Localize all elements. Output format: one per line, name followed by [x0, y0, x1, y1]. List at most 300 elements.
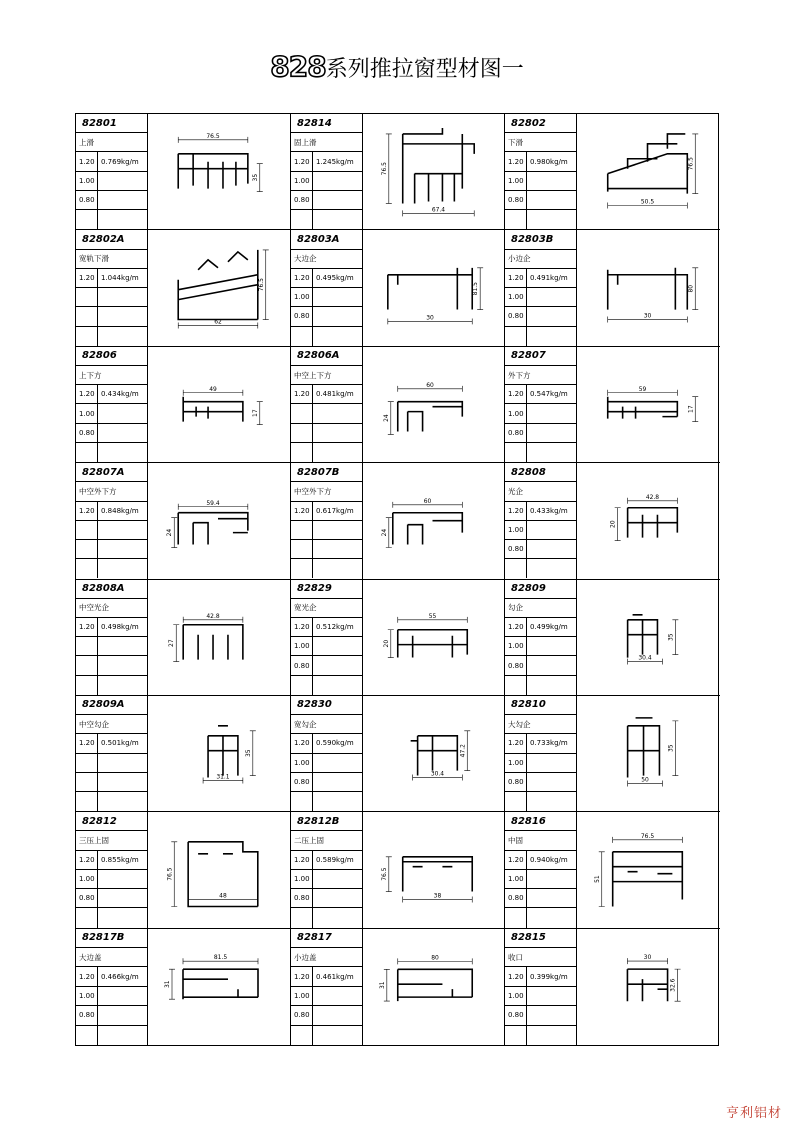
profile-outline — [608, 134, 688, 194]
weight: 0.399kg/m — [530, 972, 568, 981]
thickness: 0.80 — [76, 1006, 98, 1024]
spec-row — [76, 443, 147, 462]
profile-code: 82806A — [291, 347, 362, 366]
dimension-label-h: 50 — [641, 776, 649, 784]
profile-name: 中空勾企 — [76, 715, 147, 734]
dimension-label-v: 76.5 — [380, 867, 388, 882]
thickness: 1.00 — [291, 754, 313, 772]
spec-row — [76, 521, 147, 540]
spec-row — [76, 172, 147, 191]
thickness: 1.00 — [291, 987, 313, 1005]
profile-info — [76, 812, 148, 927]
dimension-label-v: 81.5 — [472, 282, 480, 296]
profile-cell — [291, 463, 505, 579]
thickness: 1.20 — [76, 967, 98, 985]
profile-code: 82803A — [291, 230, 362, 249]
spec-row — [505, 734, 576, 753]
thickness — [76, 559, 98, 578]
thickness — [291, 908, 313, 927]
thickness: 0.80 — [505, 540, 527, 558]
thickness: 1.20 — [76, 734, 98, 752]
profile-outline — [627, 969, 667, 1001]
dimension-label-h: 60 — [426, 381, 434, 389]
profile-code: 82810 — [505, 696, 576, 715]
dimension-label-v: 32.6 — [669, 978, 677, 992]
thickness: 0.80 — [291, 1006, 313, 1024]
thickness: 0.80 — [291, 889, 313, 907]
spec-row — [291, 327, 362, 346]
profile-cell — [76, 580, 291, 696]
weight: 0.512kg/m — [316, 623, 354, 632]
weight: 0.769kg/m — [101, 157, 139, 166]
thickness: 1.20 — [505, 851, 527, 869]
dimension-label-h: 49 — [209, 385, 217, 393]
thickness: 1.20 — [291, 152, 313, 170]
profile-cell — [76, 696, 291, 812]
spec-row — [291, 967, 362, 986]
profile-info — [505, 929, 577, 1045]
profile-drawing — [148, 812, 290, 927]
profile-outline — [398, 629, 468, 657]
spec-row — [76, 773, 147, 792]
profile-drawing — [577, 696, 720, 811]
spec-row — [291, 210, 362, 229]
profile-drawing — [577, 114, 720, 229]
thickness: 1.20 — [505, 734, 527, 752]
profile-drawing — [577, 230, 720, 345]
spec-row — [505, 424, 576, 443]
weight: 0.855kg/m — [101, 855, 139, 864]
spec-row — [505, 792, 576, 811]
profile-cell — [505, 812, 720, 928]
dimension-label-v: 20 — [382, 639, 390, 647]
dimension-label-v: 24 — [166, 528, 174, 537]
dimension-label-v: 47.2 — [459, 743, 467, 758]
spec-row — [505, 404, 576, 423]
profile-drawing — [148, 114, 290, 229]
dimension-label-v: 24 — [380, 528, 388, 537]
profile-name: 光企 — [505, 482, 576, 501]
spec-row — [505, 637, 576, 656]
spec-row — [291, 288, 362, 307]
profile-info — [505, 230, 577, 345]
spec-row — [291, 307, 362, 326]
profile-info — [291, 230, 363, 345]
dimension-label-h: 59.4 — [206, 499, 220, 507]
spec-row — [505, 191, 576, 210]
profile-code: 82802 — [505, 114, 576, 133]
profile-name: 二压上固 — [291, 831, 362, 850]
spec-row — [505, 676, 576, 695]
thickness: 0.80 — [76, 424, 98, 442]
spec-row — [76, 327, 147, 346]
profile-code: 82812B — [291, 812, 362, 831]
thickness — [505, 1026, 527, 1045]
profile-drawing — [148, 580, 290, 695]
thickness: 1.00 — [505, 404, 527, 422]
weight: 1.044kg/m — [101, 273, 139, 282]
thickness: 1.20 — [76, 152, 98, 170]
spec-row — [505, 540, 576, 559]
profile-drawing — [148, 929, 290, 1045]
thickness — [76, 521, 98, 539]
dimension-label-v: 27 — [168, 638, 176, 647]
profile-name: 中空光企 — [76, 599, 147, 618]
spec-row — [291, 404, 362, 423]
profile-outline — [628, 508, 678, 538]
dimension-label-v: 76.5 — [257, 278, 265, 292]
dimension-label-h: 60 — [423, 497, 432, 505]
thickness — [76, 908, 98, 927]
profile-outline — [628, 614, 658, 657]
profile-outline — [178, 154, 248, 189]
spec-row — [76, 191, 147, 210]
profile-code: 82803B — [505, 230, 576, 249]
profile-cell — [505, 347, 720, 463]
dimension-label-v: 17 — [251, 409, 259, 417]
spec-row — [505, 172, 576, 191]
profile-drawing — [363, 230, 504, 345]
thickness: 1.00 — [505, 637, 527, 655]
profile-code: 82809 — [505, 580, 576, 599]
profile-code: 82806 — [76, 347, 147, 366]
weight: 0.434kg/m — [101, 390, 139, 399]
dimension-label-h: 30.4 — [638, 654, 652, 662]
spec-row — [505, 385, 576, 404]
spec-row — [76, 1006, 147, 1025]
profile-info — [291, 812, 363, 927]
thickness — [505, 908, 527, 927]
profile-name: 大边企 — [291, 250, 362, 269]
profile-outline — [388, 268, 472, 310]
dimension-label-v: 51 — [593, 875, 601, 884]
thickness: 0.80 — [505, 191, 527, 209]
spec-row — [291, 870, 362, 889]
weight: 0.498kg/m — [101, 623, 139, 632]
thickness: 1.00 — [291, 637, 313, 655]
thickness — [76, 656, 98, 674]
spec-row — [505, 908, 576, 927]
profile-name: 中空上下方 — [291, 366, 362, 385]
dimension-label-v: 20 — [609, 520, 617, 529]
thickness — [505, 559, 527, 578]
thickness: 1.20 — [505, 385, 527, 403]
page-title — [0, 50, 794, 83]
spec-row — [505, 1006, 576, 1025]
profile-code: 82830 — [291, 696, 362, 715]
profile-info — [76, 696, 148, 811]
thickness: 1.00 — [76, 870, 98, 888]
profile-name: 宽勾企 — [291, 715, 362, 734]
thickness — [291, 327, 313, 346]
weight: 0.466kg/m — [101, 972, 139, 981]
spec-row — [76, 559, 147, 578]
profile-outline — [608, 268, 688, 310]
profile-info — [291, 580, 363, 695]
spec-row — [291, 385, 362, 404]
profile-name: 中固 — [505, 831, 576, 850]
spec-row — [505, 773, 576, 792]
weight: 0.848kg/m — [101, 506, 139, 515]
thickness: 1.00 — [505, 521, 527, 539]
dimension-label-v: 35 — [667, 744, 675, 752]
profile-info — [76, 580, 148, 695]
thickness: 1.00 — [505, 870, 527, 888]
profile-drawing — [363, 114, 504, 229]
profile-info — [505, 696, 577, 811]
profile-cell — [291, 929, 505, 1045]
profile-code: 82814 — [291, 114, 362, 133]
dimension-label-h: 50.5 — [640, 198, 655, 206]
dimension-label-v: 24 — [382, 414, 390, 422]
spec-row — [505, 152, 576, 171]
thickness: 1.20 — [505, 269, 527, 287]
spec-row — [76, 870, 147, 889]
profile-drawing — [577, 929, 720, 1045]
dimension-label-h: 30 — [426, 314, 434, 322]
spec-row — [76, 676, 147, 695]
profile-outline — [628, 718, 660, 778]
thickness — [291, 540, 313, 558]
profile-code: 82801 — [76, 114, 147, 133]
profile-drawing — [577, 812, 720, 927]
profile-outline — [183, 396, 243, 421]
thickness: 1.00 — [505, 754, 527, 772]
thickness — [291, 521, 313, 539]
thickness — [76, 1026, 98, 1045]
dimension-label-v: 35 — [251, 173, 259, 182]
profile-drawing — [363, 580, 504, 695]
thickness — [291, 210, 313, 229]
spec-row — [505, 521, 576, 540]
profile-outline — [398, 401, 463, 431]
profile-outline — [183, 624, 243, 659]
spec-row — [505, 269, 576, 288]
spec-row — [76, 385, 147, 404]
title-number: 828 — [270, 50, 326, 83]
profile-info — [291, 463, 363, 578]
spec-row — [291, 1006, 362, 1025]
profile-cell — [76, 230, 291, 346]
profile-cell — [76, 463, 291, 579]
dimension-label-h: 48 — [219, 892, 227, 900]
thickness — [76, 792, 98, 811]
spec-row — [505, 889, 576, 908]
thickness: 1.20 — [291, 502, 313, 520]
profile-name: 勾企 — [505, 599, 576, 618]
thickness — [505, 792, 527, 811]
profile-name: 中空外下方 — [76, 482, 147, 501]
dimension-label-v: 35 — [667, 632, 675, 641]
profile-info — [76, 230, 148, 345]
weight: 0.590kg/m — [316, 739, 354, 748]
profile-cell — [505, 929, 720, 1045]
thickness: 0.80 — [505, 1006, 527, 1024]
profile-outline — [178, 250, 258, 320]
profile-cell — [291, 696, 505, 812]
profile-code: 82802A — [76, 230, 147, 249]
profile-info — [76, 463, 148, 578]
weight: 0.980kg/m — [530, 157, 568, 166]
spec-row — [291, 792, 362, 811]
profile-info — [291, 929, 363, 1045]
profile-info — [505, 812, 577, 927]
thickness: 0.80 — [291, 773, 313, 791]
spec-row — [76, 288, 147, 307]
profile-outline — [393, 513, 463, 545]
profile-name: 宽轨下滑 — [76, 250, 147, 269]
thickness: 1.20 — [291, 967, 313, 985]
thickness: 1.20 — [291, 734, 313, 752]
profile-cell — [76, 114, 291, 230]
profile-table — [75, 113, 719, 1046]
profile-drawing — [363, 929, 504, 1045]
spec-row — [505, 967, 576, 986]
thickness — [76, 443, 98, 462]
profile-drawing — [577, 463, 720, 578]
thickness — [76, 754, 98, 772]
profile-name: 外下方 — [505, 366, 576, 385]
thickness: 1.20 — [76, 851, 98, 869]
spec-row — [505, 327, 576, 346]
spec-row — [76, 1026, 147, 1045]
thickness — [505, 443, 527, 462]
profile-name: 上下方 — [76, 366, 147, 385]
profile-name: 宽光企 — [291, 599, 362, 618]
dimension-label-h: 76.5 — [640, 833, 655, 841]
spec-row — [76, 656, 147, 675]
thickness: 0.80 — [505, 773, 527, 791]
dimension-label-v: 31 — [378, 981, 386, 989]
profile-drawing — [148, 463, 290, 578]
dimension-label-h: 80 — [431, 954, 439, 962]
spec-row — [291, 987, 362, 1006]
thickness — [291, 792, 313, 811]
spec-row — [291, 618, 362, 637]
weight: 0.461kg/m — [316, 972, 354, 981]
spec-row — [76, 754, 147, 773]
weight: 0.491kg/m — [530, 273, 568, 282]
spec-row — [76, 424, 147, 443]
profile-cell — [291, 580, 505, 696]
profile-outline — [403, 128, 474, 203]
weight: 0.481kg/m — [316, 390, 354, 399]
thickness: 1.20 — [291, 618, 313, 636]
thickness — [76, 210, 98, 229]
dimension-label-v: 76.5 — [380, 162, 388, 176]
thickness: 1.20 — [291, 385, 313, 403]
profile-name: 小边盖 — [291, 948, 362, 967]
profile-cell — [291, 114, 505, 230]
thickness: 1.00 — [291, 288, 313, 306]
profile-outline — [613, 852, 683, 907]
thickness: 1.20 — [505, 618, 527, 636]
spec-row — [76, 152, 147, 171]
spec-row — [505, 210, 576, 229]
thickness: 1.00 — [505, 172, 527, 190]
dimension-label-v: 76.5 — [166, 867, 174, 882]
spec-row — [76, 851, 147, 870]
spec-row — [505, 288, 576, 307]
thickness: 1.00 — [76, 987, 98, 1005]
profile-drawing — [148, 696, 290, 811]
weight: 0.589kg/m — [316, 855, 354, 864]
brand-watermark: 亨利铝材 — [726, 1106, 783, 1121]
thickness: 0.80 — [76, 889, 98, 907]
spec-row — [291, 424, 362, 443]
profile-code: 82816 — [505, 812, 576, 831]
dimension-label-h: 59 — [638, 385, 647, 393]
profile-info — [76, 347, 148, 462]
thickness — [505, 210, 527, 229]
profile-outline — [208, 726, 238, 781]
profile-name: 大边盖 — [76, 948, 147, 967]
spec-row — [291, 152, 362, 171]
thickness: 1.00 — [76, 404, 98, 422]
thickness — [76, 307, 98, 325]
spec-row — [291, 269, 362, 288]
spec-row — [505, 754, 576, 773]
spec-row — [76, 210, 147, 229]
thickness — [291, 559, 313, 578]
profile-info — [76, 929, 148, 1045]
profile-cell — [505, 114, 720, 230]
spec-row — [291, 637, 362, 656]
profile-cell — [505, 580, 720, 696]
dimension-label-h: 55 — [428, 612, 437, 620]
spec-row — [76, 889, 147, 908]
thickness — [505, 676, 527, 695]
thickness: 1.20 — [76, 269, 98, 287]
spec-row — [76, 637, 147, 656]
profile-outline — [178, 513, 248, 545]
thickness: 1.00 — [291, 172, 313, 190]
spec-row — [76, 540, 147, 559]
profile-drawing — [363, 812, 504, 927]
spec-row — [76, 269, 147, 288]
profile-code: 82829 — [291, 580, 362, 599]
spec-row — [291, 656, 362, 675]
profile-name: 固上滑 — [291, 133, 362, 152]
thickness: 0.80 — [505, 656, 527, 674]
thickness: 0.80 — [291, 307, 313, 325]
spec-row — [505, 656, 576, 675]
profile-drawing — [148, 347, 290, 462]
thickness: 0.80 — [505, 307, 527, 325]
profile-code: 82812 — [76, 812, 147, 831]
dimension-label-v: 17 — [687, 405, 695, 413]
spec-row — [505, 307, 576, 326]
profile-drawing — [148, 230, 290, 345]
thickness: 1.20 — [505, 152, 527, 170]
profile-drawing — [363, 696, 504, 811]
thickness — [291, 443, 313, 462]
profile-drawing — [577, 580, 720, 695]
spec-row — [291, 851, 362, 870]
spec-row — [76, 987, 147, 1006]
spec-row — [291, 1026, 362, 1045]
spec-row — [505, 870, 576, 889]
profile-info — [505, 347, 577, 462]
weight: 0.940kg/m — [530, 855, 568, 864]
profile-name: 收口 — [505, 948, 576, 967]
profile-info — [291, 114, 363, 229]
dimension-label-v: 31 — [164, 979, 171, 988]
profile-code: 82817 — [291, 929, 362, 948]
spec-row — [76, 734, 147, 753]
dimension-label-v: 76.5 — [687, 157, 695, 171]
thickness: 1.20 — [76, 618, 98, 636]
